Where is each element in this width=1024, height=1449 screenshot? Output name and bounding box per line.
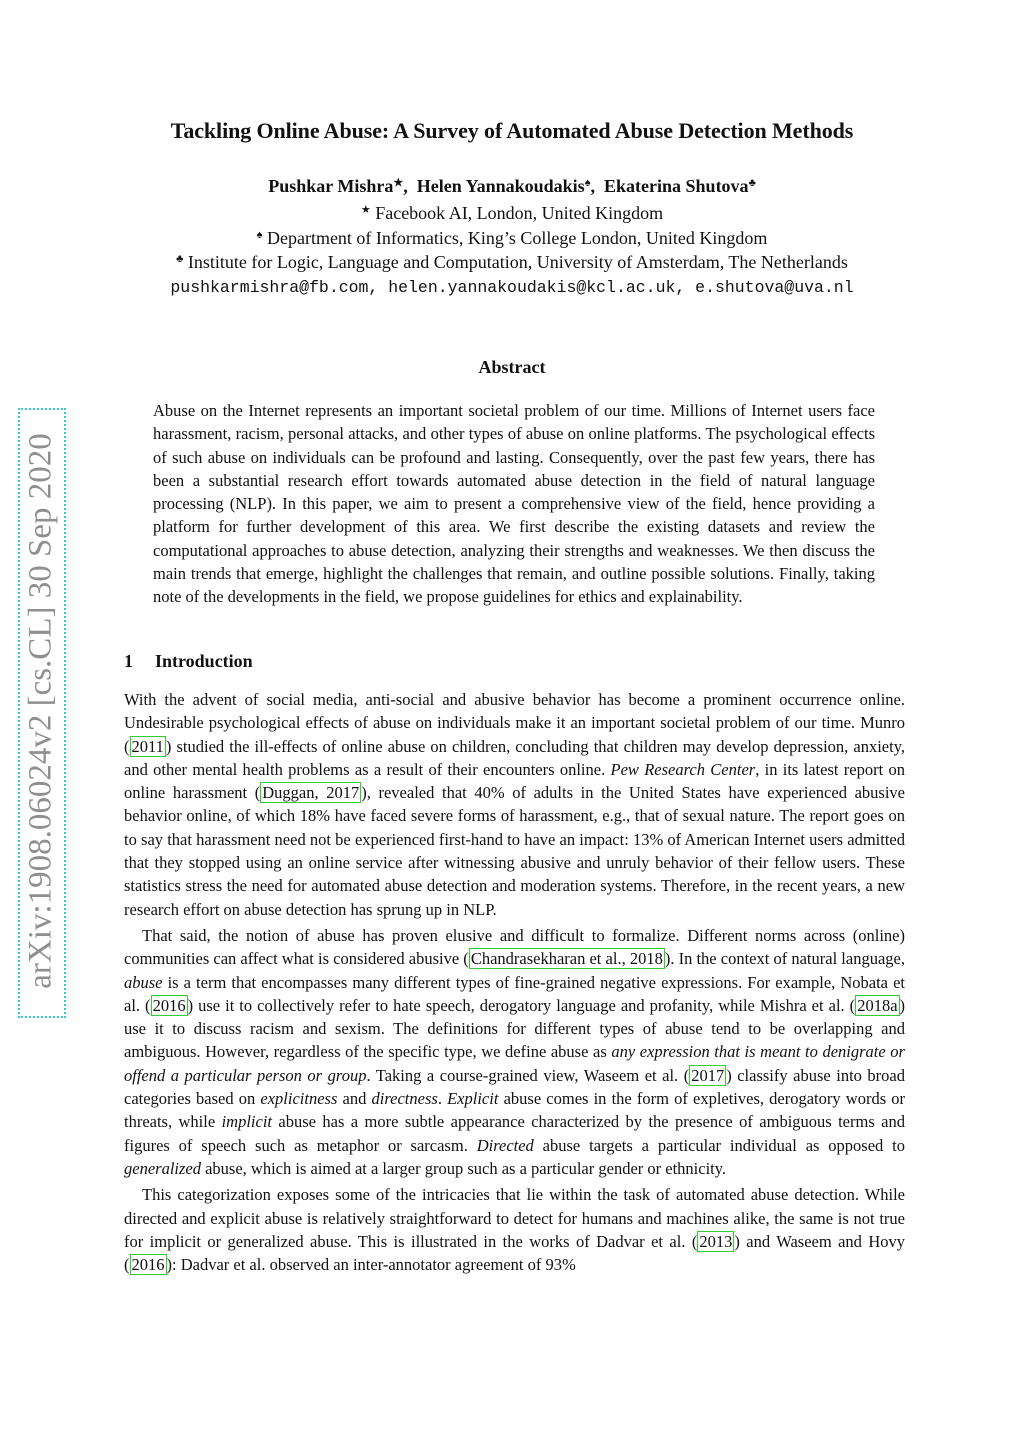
affiliation [0,203,1024,224]
paragraph-text: abuse targets a particular individual as opposed to [533,1135,905,1155]
emphasis-text: generalized [124,1158,201,1178]
star-icon: ★ [393,177,404,189]
citation-link[interactable]: 2013 [699,1231,733,1251]
author-name: Helen Yannakoudakis [416,176,585,196]
paragraph-text: ). In the context of natural language, [664,949,905,969]
arxiv-identifier: arXiv:1908.06024v2 [cs.CL] 30 Sep 2020 [22,433,59,989]
citation-link[interactable]: Chandrasekharan et al., 2018 [470,949,663,969]
section-title: Introduction [155,651,253,671]
paragraph-text: That said, the notion of abuse has proven elusive and difficult to formalize. Different norms across (online) communities can affect what is considered abusive ( [124,925,905,969]
club-icon: ♣ [176,253,184,265]
paragraph-text: ) classify abuse into broad categories based on [124,1065,905,1109]
body-paragraph [124,1183,905,1276]
citation-link[interactable]: 2017 [691,1065,725,1085]
abstract-heading: Abstract [478,357,546,377]
citation-link[interactable]: 2016 [152,995,186,1015]
citation-link[interactable]: 2016 [131,1255,165,1275]
author-list: Pushkar Mishra★, Helen Yannakoudakis♠, Ekaterina Shutova♣ [268,176,756,196]
paragraph-text: ) use it to discuss racism and sexism. The definitions for different types of abuse tend to be overlapping and ambiguous. However, regardless of the specific type, we define abuse as [124,995,906,1062]
paragraph-text: This categorization exposes some of the intricacies that lie within the task of automated abuse detection. While directed and explicit abuse is relatively straightforward to detect for humans and machines alike, the same is not true for implicit or generalized abuse. This is illustrated in the works of Dadvar et al. ( [124,1185,905,1251]
emphasis-text: any expression that is meant to denigrate or offend a particular person or group [124,1042,905,1085]
emphasis-text: Pew Research Center [610,759,756,779]
body-paragraph [124,688,905,921]
section-number: 1 [124,651,133,671]
star-icon: ★ [360,204,371,216]
affiliation-text: Department of Informatics, King’s College London, United Kingdom [266,228,768,248]
emphasis-text: implicit [221,1112,272,1132]
arxiv-stamp[interactable] [18,408,65,1016]
paragraph-text: , in its latest report on online harassment ( [124,759,905,803]
spade-icon: ♠ [584,177,591,189]
emphasis-text: Directed [476,1135,534,1155]
paragraph-text: and [337,1089,372,1109]
section-heading [124,651,253,672]
emphasis-text: explicitness [260,1089,338,1109]
affiliation [0,228,1024,249]
spade-icon: ♠ [256,229,263,241]
paragraph-text: abuse has a more subtle appearance characterized by the presence of ambiguous terms and figures of speech such as metaphor or sarcasm. [124,1112,905,1155]
author-name: Ekaterina Shutova [604,176,749,196]
paper-title: Tackling Online Abuse: A Survey of Automated Abuse Detection Methods [170,118,854,143]
paragraph-text: . Taking a course-grained view, Waseem et al. ( [366,1065,690,1085]
emphasis-text: abuse [124,972,163,992]
emphasis-text: Explicit [447,1089,499,1109]
abstract-text: Abuse on the Internet represents an important societal problem of our time. Millions of Internet users face harassment, racism, personal attacks, and other types of abuse on online platforms. The psychological effects of such abuse on individuals can be profound and lasting. Consequently, over the past few years, there has been a substantial research effort towards automated abuse detection in the field of natural language processing (NLP). In this paper, we aim to present a comprehensive view of the field, hence providing a platform for further development of this area. We first describe the existing datasets and review the computational approaches to abuse detection, analyzing their strengths and weaknesses. We then discuss the main trends that emerge, highlight the challenges that remain, and outline possible solutions. Finally, taking note of the developments in the field, we propose guidelines for ethics and explainability. [153,401,875,607]
paragraph-text: ), revealed that 40% of adults in the United States have experienced abusive behavior online, of which 18% have faced severe forms of harassment, e.g., that of sexual nature. The report goes on to say that harassment need not be experienced first-hand to have an impact: 13% of American Internet users admitted that they stopped using an online service after witnessing abusive and unruly behavior of their fellow users. These statistics stress the need for automated abuse detection and moderation systems. Therefore, in the recent years, a new research effort on abuse detection has sprung up in NLP. [124,783,905,919]
paragraph-text: abuse comes in the form of expletives, derogatory words or threats, while [124,1089,906,1132]
paragraph-text: ( [124,736,130,756]
author-name: Pushkar Mishra [268,176,394,196]
paragraph-text: . [437,1089,448,1109]
affiliation-text: Facebook AI, London, United Kingdom [375,203,664,223]
affiliation [0,252,1024,273]
author-emails[interactable]: pushkarmishra@fb.com, helen.yannakoudakis@kcl.ac.uk, e.shutova@uva.nl [170,278,854,297]
paragraph-text: is a term that encompasses many different types of fine-grained negative expressions. For example, Nobata et al. ( [124,972,905,1015]
emphasis-text: directness [371,1089,438,1109]
body-paragraph [124,924,905,1180]
citation-link[interactable]: Duggan, 2017 [262,783,360,803]
club-icon: ♣ [748,177,756,189]
paragraph-text: studied the ill-effects of online abuse on children, concluding that children may develop depression, anxiety, and other mental health problems as a result of their encounters online. [124,736,905,779]
paragraph-text: ): Dadvar et al. observed an inter-annotator agreement of 93% [166,1255,576,1275]
citation-link[interactable]: 2011 [131,736,164,756]
paragraph-text: ) [165,736,172,756]
body-text [124,688,905,1279]
paragraph-text: ) and Waseem and Hovy ( [124,1231,905,1275]
paragraph-text: With the advent of social media, anti-social and abusive behavior has become a prominent occurrence online. Undesirable psychological effects of abuse on individuals make it an important societal problem of our time. Munro [124,690,905,733]
affiliation-text: Institute for Logic, Language and Computation, University of Amsterdam, The Netherlands [187,252,848,272]
paragraph-text: ) use it to collectively refer to hate speech, derogatory language and profanity, while Mishra et al. ( [187,995,856,1015]
citation-link[interactable]: 2018a [857,995,898,1015]
paragraph-text: abuse, which is aimed at a larger group such as a particular gender or ethnicity. [200,1158,727,1178]
